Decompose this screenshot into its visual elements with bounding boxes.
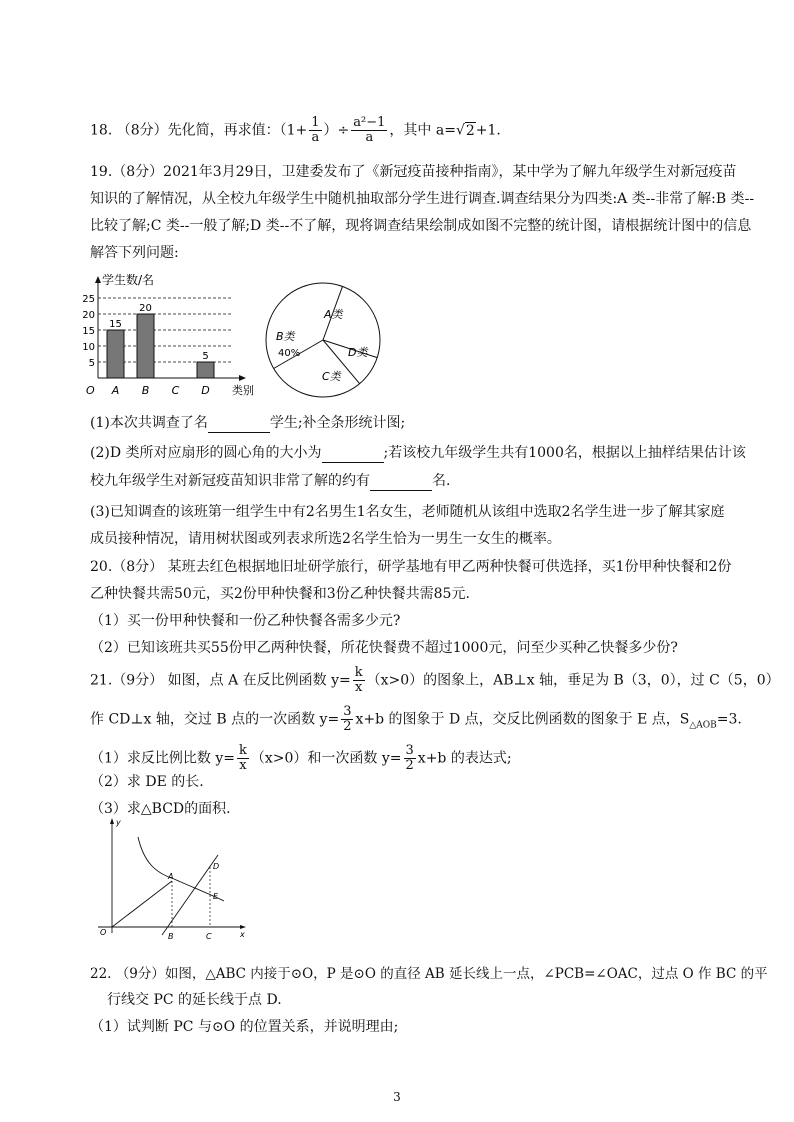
q18-fraction-2: $\frac{\text{a²−1}}{a}$ [353,115,386,145]
q19-line-4: 解答下列问题: [90,245,179,261]
q19-line-3: 比较了解;C 类--一般了解;D 类--不了解，现将调查结果绘制成如图不完整的统计图，请根据统计图中的信息 [90,218,752,234]
bar-ytick-20: 20 [82,310,95,321]
answer-blank [208,418,270,433]
q19-sub3-line-2: 成员接种情况，请用树状图或列表求所选2名学生恰为一男生一女生的概率。 [90,531,561,547]
q20-sub2: （2）已知该班共买55份甲乙两种快餐，所花快餐费不超过1000元，问至少买种乙快餐多少份? [90,640,678,656]
answer-blank [322,448,384,463]
pie-label-d: D类 [348,346,368,359]
bar-ylabel: 学生数/名 [102,273,155,287]
svg-text:x: x [240,930,245,939]
q20-line-1: 20.（8分） 某班去红色根据地旧址研学旅行，研学基地有甲乙两种快餐可供选择，买1份甲种快餐和2份 [90,559,732,575]
pie-chart [258,276,388,406]
page-number: 3 [393,1090,401,1104]
q19-sub1: (1)本次共调查了名 学生;补全条形统计图; [90,415,406,431]
bar-ytick-25: 25 [82,294,95,305]
svg-text:A: A [168,872,174,881]
q19-sub2-cont: 校九年级学生对新冠疫苗知识非常了解的约有 名. [90,473,451,489]
q22-line-2: 行线交 PC 的延长线于点 D. [107,992,282,1008]
q21-sub1: （1）求反比例比数 y= $\frac{k}{x}$ （x>0）和一次函数 y= $\frac{3}{2}$ x+b 的表达式; [90,743,512,773]
q20-sub1: （1）买一份甲种快餐和一份乙种快餐各需多少元? [90,613,401,629]
svg-text:y: y [116,818,121,827]
q21-line-2: 作 CD⊥x 轴，交过 B 点的一次函数 y= $\frac{3}{2}$ x+b 的图象于 D 点，交反比例函数的图象于 E 点，$S_{\triangle AOB}=3$. [90,704,742,734]
q20-line-2: 乙种快餐共需50元，买2份甲种快餐和3份乙种快餐共需85元. [90,586,470,602]
bar-origin: O [86,384,95,397]
q19-sub3-line-1: (3)已知调查的该班第一组学生中有2名男生1名女生，老师随机从该组中选取2名学生进一步了解其家庭 [90,504,725,520]
pie-label-b: B类 [276,330,295,343]
svg-text:B: B [168,932,174,941]
hyperbola-curve [138,837,224,901]
svg-text:D: D [213,862,220,871]
function-graph [92,815,252,945]
bar-value-label-A: 15 [109,319,122,330]
line-bd [162,855,218,935]
q21-line-1: 21.（9分） 如图，点 A 在反比例函数 y= $\frac{k}{x}$ （x>0）的图象上，AB⊥x 轴，垂足为 B（3，0），过 C（5，0） [90,665,780,695]
q21-sub3: （3）求△BCD的面积. [90,801,231,817]
pie-label-a: A类 [324,308,343,321]
answer-blank [370,476,432,491]
bar-A [107,330,124,378]
q21-sub2: （2）求 DE 的长. [90,774,204,790]
bar-chart [82,272,262,402]
bar-ytick-15: 15 [82,326,95,337]
q22-line-1: 22. （9分）如图，△ABC 内接于⊙O，P 是⊙O 的直径 AB 延长线上一点，∠PCB=∠OAC，过点 O 作 BC 的平 [90,966,768,982]
q19-line-1: 19.（8分）2021年3月29日，卫建委发布了《新冠疫苗接种指南》，某中学为了解九年级学生对新冠疫苗 [90,164,737,180]
pie-label-b-pct: 40% [278,348,301,359]
q19-line-2: 知识的了解情况，从全校九年级学生中随机抽取部分学生进行调查.调查结果分为四类:A 类--非常了解:B 类-- [90,191,755,207]
bar-xlabel: 类别 [232,384,254,397]
bar-value-label-B: 20 [139,303,152,314]
q21-sub1-fraction-k-x: $\frac{k}{x}$ [239,743,247,773]
bar-D [197,362,214,378]
pie-label-c: C类 [322,370,341,383]
bar-category-C: C [171,384,180,397]
bar-category-D: D [201,384,210,397]
bar-ytick-10: 10 [82,342,95,353]
bar-value-label-D: 5 [202,351,209,362]
bar-ytick-5: 5 [88,358,95,369]
bar-category-B: B [141,384,150,397]
q22-sub1: （1）试判断 PC 与⊙O 的位置关系，并说明理由; [90,1019,399,1035]
q21-sub1-fraction-3-2: $\frac{3}{2}$ [405,743,414,773]
svg-text:C: C [206,932,212,941]
q19-sub2: (2)D 类所对应扇形的圆心角的大小为 ;若该校九年级学生共有1000名，根据以上抽样结果估计该 [90,445,746,461]
svg-text:E: E [213,892,219,901]
line-oa [112,881,172,927]
q21-fraction-k-x: $\frac{k}{x}$ [354,665,363,695]
q18-line: 18. （8分）先化简，再求值：（1+ $\frac{1}{a}$ ）÷ $\frac{\text{a²−1}}{a}$ ，其中 a=√2+1. [90,115,501,145]
bar-B [137,314,154,378]
svg-text:O: O [100,928,107,937]
bar-category-A: A [111,384,120,397]
q21-fraction-3-2: $\frac{3}{2}$ [343,704,352,734]
q18-fraction-1: $\frac{1}{a}$ [311,115,320,145]
